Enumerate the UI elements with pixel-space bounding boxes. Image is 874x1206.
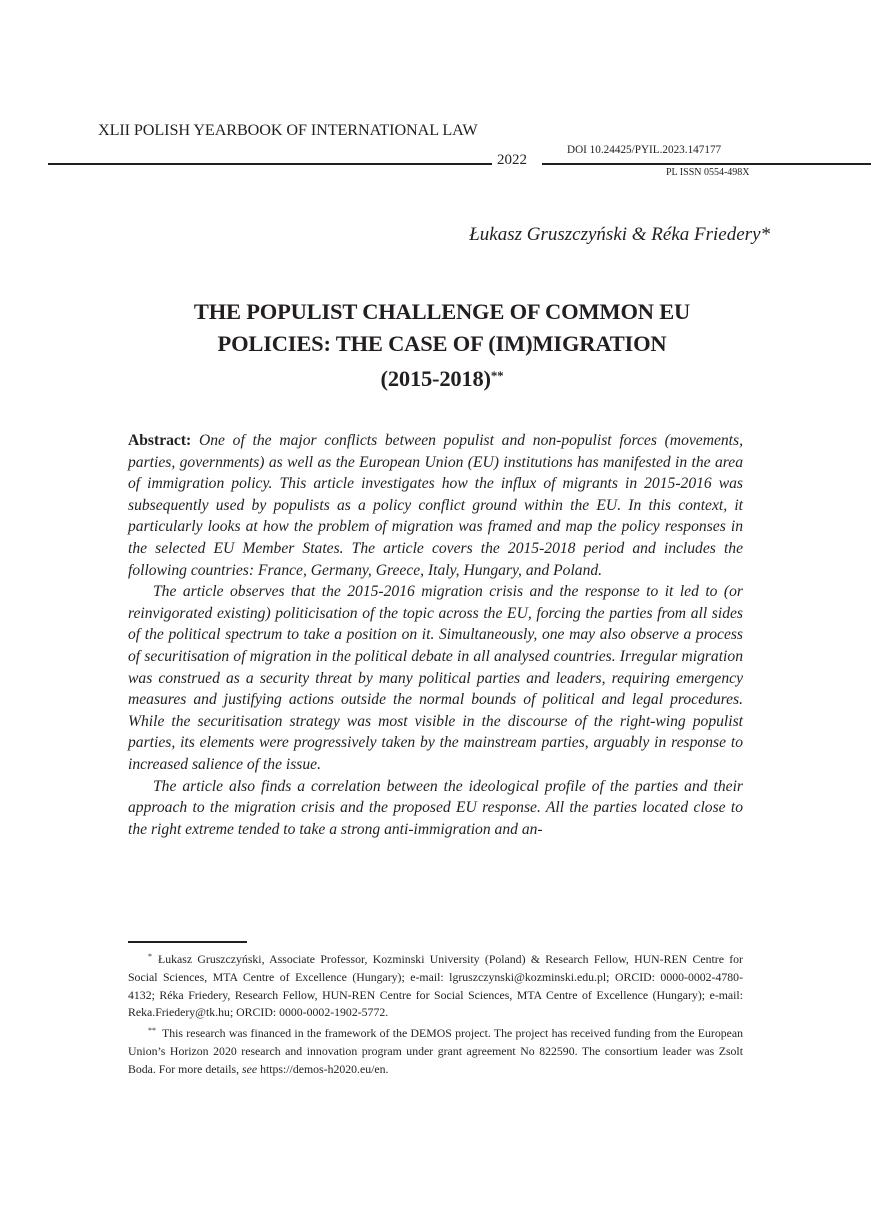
footnote-2 (128, 1022, 743, 1078)
footnote-2-marker: ** (148, 1026, 156, 1036)
issn: PL ISSN 0554-498X (666, 167, 750, 178)
abstract-paragraph-1 (128, 430, 743, 581)
title-footnote-marker[interactable]: ** (490, 368, 504, 383)
abstract-paragraph-3: The article also finds a correlation between the ideological profile of the parties and their approach to the migration crisis and the proposed EU response. All the parties located close to the right extreme tended to take a strong anti-immigration and an- (128, 777, 743, 838)
title-line-1: THE POPULIST CHALLENGE OF COMMON EU (193, 299, 691, 324)
header-year: 2022 (497, 152, 527, 168)
doi: DOI 10.24425/PYIL.2023.147177 (567, 144, 722, 156)
title-line-3-text: (2015-2018) (380, 366, 491, 391)
abstract (128, 430, 743, 840)
authors: Łukasz Gruszczyński & Réka Friedery* (469, 224, 770, 245)
title-line-2: POLICIES: THE CASE OF (IM)MIGRATION (217, 331, 667, 356)
abstract-paragraph-1-text: One of the major conflicts between populist and non-populist forces (movements, parties, governments) as well as the European Union (EU) institutions has manifested in the area of immigration policy. This article investigates how the influx of migrants in 2015-2016 was subsequently used by populists as a policy conflict ground within the EU. In this context, it particularly looks at how the problem of migration was framed and map the policy responses in the selected EU Member States. The article covers the 2015-2018 period and includes the following countries: France, Germany, Greece, Italy, Hungary, and Poland. (128, 432, 743, 579)
footnote-1 (128, 948, 743, 1022)
abstract-label: Abstract: (128, 432, 192, 449)
title-line-3 (130, 360, 754, 395)
footnote-separator (128, 941, 247, 943)
header-rule-left (48, 163, 492, 165)
footnote-2-see: see (242, 1061, 258, 1076)
header-rule-right (542, 163, 871, 165)
article-title (130, 296, 754, 395)
footnote-1-text: Łukasz Gruszczyński, Associate Professor, Kozminski University (Poland) & Research Fellow, HUN-REN Centre for Social Sciences, MTA Centre of Excellence (Hungary); e-mail: lgruszczynski@kozminski.edu.pl; ORCID: 0000-0002-4780-4132; Réka Friedery, Research Fellow, HUN-REN Centre for Social Sciences, MTA Centre of Excellence (Hungary); e-mail: Reka.Friedery@tk.hu; ORCID: 0000-0002-1902-5772. (128, 952, 743, 1020)
footnotes (128, 948, 743, 1079)
abstract-paragraph-2: The article observes that the 2015-2016 migration crisis and the response to it led to (or reinvigorated existing) politicisation of the topic across the EU, forcing the parties from all sides of the political spectrum to take a position on it. Simultaneously, one may also observe a process of securitisation of migration in the political debate in all analysed countries. Irregular migration was construed as a security threat by many political parties and leaders, requiring emergency measures and justifying actions outside the normal bounds of political and legal procedures. While the securitisation strategy was most visible in the discourse of the right-wing populist parties, its elements were progressively taken by the mainstream parties, arguably in response to increased salience of the issue. (128, 583, 743, 773)
footnote-2-url[interactable]: https://demos-h2020.eu/en. (260, 1061, 389, 1076)
footnote-2-text: This research was financed in the framework of the DEMOS project. The project has received funding from the European Union’s Horizon 2020 research and innovation program under grant agreement No 822590. The consortium leader was Zsolt Boda. For more details, (128, 1026, 743, 1076)
journal-title: XLII POLISH YEARBOOK OF INTERNATIONAL LAW (98, 121, 478, 139)
footnote-1-marker: * (148, 952, 152, 961)
